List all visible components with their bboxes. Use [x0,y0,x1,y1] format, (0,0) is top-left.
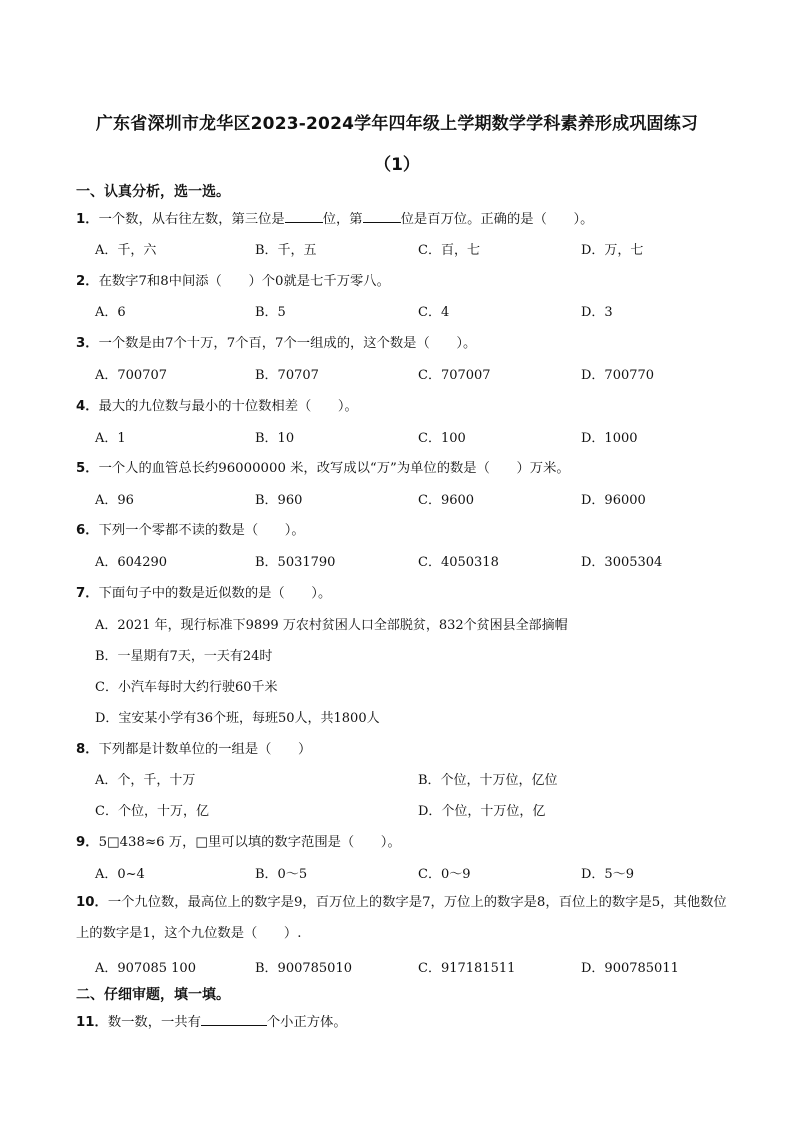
option-d[interactable]: D．900785011 [581,961,679,976]
question-4: 4．最大的九位数与最小的十位数相差（ ）。 [76,399,358,414]
question-1-options [95,239,755,259]
question-8-options-row1 [95,769,755,789]
question-3-options [95,364,755,384]
question-6-options [95,551,755,571]
option-b[interactable]: B．个位，十万位，亿位 [418,773,558,788]
question-8-options-row2 [95,800,755,820]
option-b[interactable]: B．千，五 [255,243,317,258]
section-heading-1: 一、认真分析，选一选。 [76,184,230,200]
option-a[interactable]: A．千，六 [95,243,157,258]
option-d[interactable]: D．700770 [581,368,655,383]
answer-blank[interactable] [363,208,401,223]
question-11: 11．数一数，一共有 个小正方体。 [76,1011,736,1030]
option-c[interactable]: C．100 [418,431,466,446]
option-a[interactable]: A．2021 年，现行标准下9899 万农村贫困人口全部脱贫，832个贫困县全部摘帽 [95,618,568,633]
question-1: 1．一个数，从右往左数，第三位是 位，第 位是百万位。正确的是（ ）。 [76,208,736,227]
question-7-option-c-row [95,676,755,696]
option-c[interactable]: C．917181511 [418,961,516,976]
page-title-line2: （1） [374,155,420,175]
option-d[interactable]: D．3 [581,305,613,320]
option-c[interactable]: C．707007 [418,368,491,383]
option-a[interactable]: A．1 [95,431,126,446]
option-d[interactable]: D．96000 [581,493,646,508]
option-a[interactable]: A．907085 100 [95,961,196,976]
question-4-options [95,427,755,447]
option-d[interactable]: D．5～9 [581,867,634,882]
option-d[interactable]: D．1000 [581,431,638,446]
question-10: 10．一个九位数，最高位上的数字是9，百万位上的数字是7，万位上的数字是8，百位上的数字是5，其他数位上的数字是1，这个九位数是（ ）. [76,895,727,941]
option-d[interactable]: D．万，七 [581,243,644,258]
option-b[interactable]: B．10 [255,431,295,446]
option-d[interactable]: D．宝安某小学有36个班，每班50人，共1800人 [95,711,380,726]
question-8: 8．下列都是计数单位的一组是（ ） [76,742,312,757]
option-b[interactable]: B．70707 [255,368,319,383]
option-a[interactable]: A．6 [95,305,126,320]
question-3: 3．一个数是由7个十万，7个百，7个一组成的，这个数是（ ）。 [76,336,477,351]
option-c[interactable]: C．9600 [418,493,475,508]
option-c[interactable]: C．百，七 [418,243,480,258]
option-d[interactable]: D．个位，十万位，亿 [418,804,546,819]
page-title-line1: 广东省深圳市龙华区2023-2024学年四年级上学期数学学科素养形成巩固练习 [95,114,699,134]
option-b[interactable]: B．0～5 [255,867,308,882]
option-a[interactable]: A．700707 [95,368,168,383]
option-b[interactable]: B．一星期有7天，一天有24时 [95,649,273,664]
answer-blank[interactable] [201,1011,267,1026]
option-c[interactable]: C．0～9 [418,867,471,882]
question-7: 7．下面句子中的数是近似数的是（ ）。 [76,586,332,601]
option-c[interactable]: C．个位，十万，亿 [95,804,209,819]
option-c[interactable]: C．4050318 [418,555,499,570]
question-9: 9．5□438≈6 万，□里可以填的数字范围是（ ）。 [76,835,401,850]
question-7-option-d-row [95,707,755,727]
option-a[interactable]: A．0~4 [95,867,145,882]
question-2: 2．在数字7和8中间添（ ）个0就是七千万零八。 [76,274,390,289]
answer-blank[interactable] [285,208,323,223]
question-7-option-a-row [95,614,755,634]
option-b[interactable]: B．960 [255,493,303,508]
section-heading-2: 二、仔细审题，填一填。 [76,987,230,1003]
option-b[interactable]: B．5031790 [255,555,336,570]
question-5-options [95,489,755,509]
question-5: 5．一个人的血管总长约96000000 米，改写成以“万”为单位的数是（ ）万米。 [76,461,570,476]
question-7-option-b-row [95,645,755,665]
option-b[interactable]: B．5 [255,305,286,320]
question-2-options [95,301,755,321]
question-10-options [95,957,755,977]
option-c[interactable]: C．小汽车每时大约行驶60千米 [95,680,278,695]
option-d[interactable]: D．3005304 [581,555,663,570]
option-a[interactable]: A．604290 [95,555,168,570]
option-c[interactable]: C．4 [418,305,450,320]
option-a[interactable]: A．个，千，十万 [95,773,196,788]
question-6: 6．下列一个零都不读的数是（ ）。 [76,523,305,538]
option-b[interactable]: B．900785010 [255,961,352,976]
option-a[interactable]: A．96 [95,493,134,508]
question-9-options [95,863,755,883]
